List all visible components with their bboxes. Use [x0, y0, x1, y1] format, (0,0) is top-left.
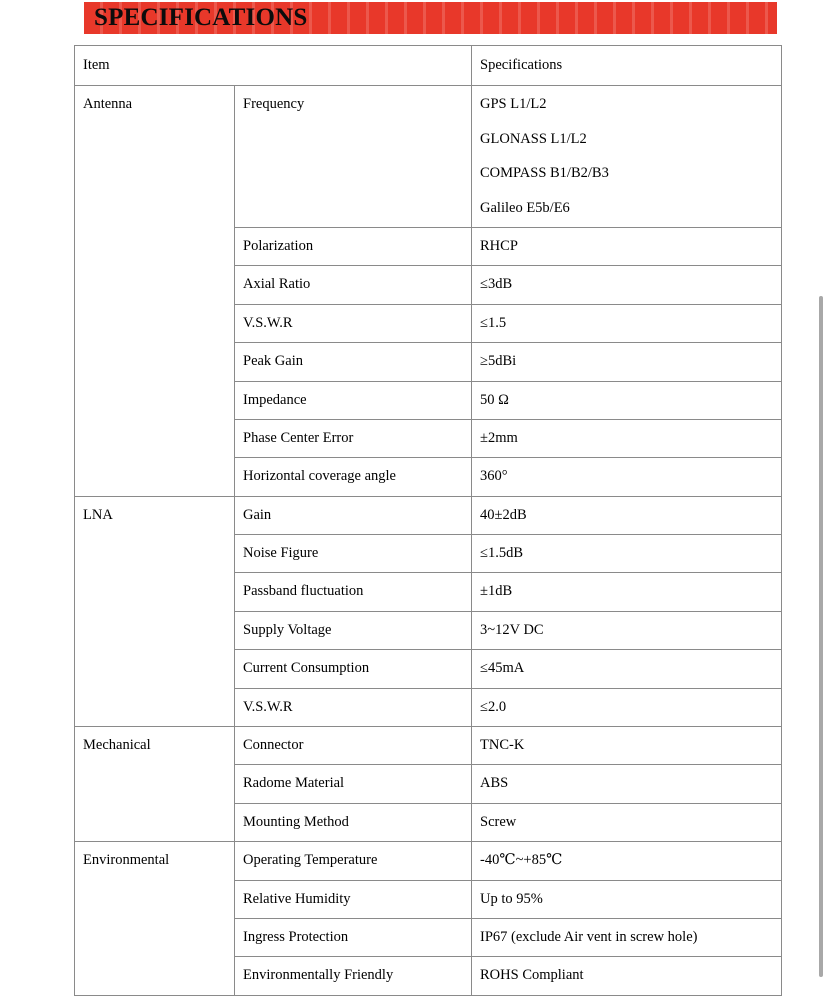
group-name-cell: [75, 842, 235, 996]
parameter-name-cell: [235, 918, 472, 956]
parameter-name-cell: [235, 458, 472, 496]
parameter-value-label: ≥5dBi: [480, 353, 517, 370]
parameter-name-cell: [235, 688, 472, 726]
vertical-scrollbar[interactable]: [814, 0, 828, 977]
parameter-name-label: Current Consumption: [243, 660, 370, 677]
parameter-name-cell: [235, 535, 472, 573]
parameter-name-label: Ingress Protection: [243, 928, 349, 945]
group-name-label: Antenna: [83, 96, 133, 113]
parameter-name-label: Axial Ratio: [243, 276, 311, 293]
parameter-value-cell: [472, 86, 782, 228]
specifications-banner: [84, 2, 777, 34]
column-header-specifications: [472, 46, 782, 86]
group-name-label: Environmental: [83, 852, 170, 869]
parameter-name-label: Radome Material: [243, 775, 345, 792]
parameter-value-label: 360°: [480, 468, 508, 485]
parameter-name-label: Operating Temperature: [243, 852, 378, 869]
parameter-value-line: COMPASS B1/B2/B3: [480, 165, 609, 182]
parameter-name-cell: [235, 496, 472, 534]
parameter-name-cell: [235, 266, 472, 304]
parameter-value-label: IP67 (exclude Air vent in screw hole): [480, 928, 698, 945]
parameter-value-cell: [472, 496, 782, 534]
parameter-value-label: 50 Ω: [480, 391, 509, 408]
parameter-name-label: Impedance: [243, 391, 307, 408]
parameter-name-label: Peak Gain: [243, 353, 303, 370]
column-header-item-label: Item: [83, 57, 110, 73]
parameter-value-cell: [472, 266, 782, 304]
parameter-value-line: Galileo E5b/E6: [480, 199, 570, 216]
parameter-value-cell: [472, 650, 782, 688]
page-title: SPECIFICATIONS: [94, 4, 308, 31]
parameter-name-cell: [235, 803, 472, 841]
parameter-value-line: GPS L1/L2: [480, 96, 547, 113]
parameter-name-label: Passband fluctuation: [243, 583, 364, 600]
parameter-name-label: Environmentally Friendly: [243, 967, 394, 984]
parameter-value-cell: [472, 765, 782, 803]
parameter-value-label: ≤45mA: [480, 660, 525, 677]
parameter-name-cell: [235, 611, 472, 649]
parameter-value-label: ±2mm: [480, 429, 518, 446]
parameter-name-cell: [235, 304, 472, 342]
parameter-value-cell: [472, 880, 782, 918]
parameter-value-cell: [472, 304, 782, 342]
table-row: [75, 842, 782, 880]
group-name-label: LNA: [83, 506, 113, 523]
specifications-table: [74, 45, 782, 996]
parameter-value-label: ±1dB: [480, 583, 513, 600]
parameter-name-cell: [235, 343, 472, 381]
parameter-value-label: -40℃~+85℃: [480, 852, 563, 869]
parameter-name-cell: [235, 765, 472, 803]
parameter-name-cell: [235, 573, 472, 611]
parameter-value-label: 40±2dB: [480, 506, 527, 523]
parameter-value-label: Up to 95%: [480, 890, 543, 907]
parameter-name-cell: [235, 419, 472, 457]
parameter-name-label: Gain: [243, 506, 272, 523]
parameter-name-label: Supply Voltage: [243, 621, 332, 638]
parameter-name-label: V.S.W.R: [243, 698, 293, 715]
table-header-row: [75, 46, 782, 86]
parameter-value-label: RHCP: [480, 237, 518, 254]
column-header-specifications-label: Specifications: [480, 57, 563, 73]
parameter-name-cell: [235, 650, 472, 688]
group-name-cell: [75, 86, 235, 496]
parameter-name-cell: [235, 727, 472, 765]
parameter-name-label: Mounting Method: [243, 813, 349, 830]
parameter-name-label: Polarization: [243, 237, 314, 254]
column-header-item: [75, 46, 472, 86]
parameter-name-label: Frequency: [243, 96, 305, 113]
parameter-name-cell: [235, 381, 472, 419]
table-row: [75, 86, 782, 228]
parameter-value-cell: [472, 419, 782, 457]
parameter-value-cell: [472, 688, 782, 726]
parameter-name-label: Phase Center Error: [243, 429, 354, 446]
parameter-value-label: TNC-K: [480, 737, 525, 754]
parameter-value-label: Screw: [480, 813, 517, 830]
parameter-value-cell: [472, 343, 782, 381]
parameter-value-label: ≤3dB: [480, 276, 513, 293]
group-name-cell: [75, 727, 235, 842]
table-row: [75, 727, 782, 765]
parameter-value-label: ≤1.5dB: [480, 545, 524, 562]
parameter-value-cell: [472, 381, 782, 419]
parameter-value-cell: [472, 918, 782, 956]
parameter-value-cell: [472, 727, 782, 765]
parameter-name-label: Relative Humidity: [243, 890, 351, 907]
parameter-name-label: V.S.W.R: [243, 314, 293, 331]
parameter-value-label: ROHS Compliant: [480, 967, 584, 984]
parameter-value-cell: [472, 458, 782, 496]
parameter-value-label: ≤2.0: [480, 698, 507, 715]
parameter-name-cell: [235, 86, 472, 228]
parameter-name-label: Noise Figure: [243, 545, 319, 562]
parameter-name-cell: [235, 957, 472, 995]
parameter-name-label: Connector: [243, 737, 304, 754]
parameter-value-multiline: [480, 86, 781, 227]
parameter-value-line: GLONASS L1/L2: [480, 130, 587, 147]
parameter-name-cell: [235, 227, 472, 265]
parameter-value-label: 3~12V DC: [480, 621, 544, 638]
group-name-label: Mechanical: [83, 737, 151, 754]
parameter-name-label: Horizontal coverage angle: [243, 468, 396, 485]
parameter-value-cell: [472, 573, 782, 611]
parameter-name-cell: [235, 880, 472, 918]
scrollbar-thumb[interactable]: [819, 296, 823, 977]
table-row: [75, 496, 782, 534]
parameter-name-cell: [235, 842, 472, 880]
parameter-value-label: ≤1.5: [480, 314, 507, 331]
parameter-value-label: ABS: [480, 775, 509, 792]
parameter-value-cell: [472, 803, 782, 841]
group-name-cell: [75, 496, 235, 726]
parameter-value-cell: [472, 535, 782, 573]
parameter-value-cell: [472, 227, 782, 265]
parameter-value-cell: [472, 957, 782, 995]
parameter-value-cell: [472, 611, 782, 649]
parameter-value-cell: [472, 842, 782, 880]
